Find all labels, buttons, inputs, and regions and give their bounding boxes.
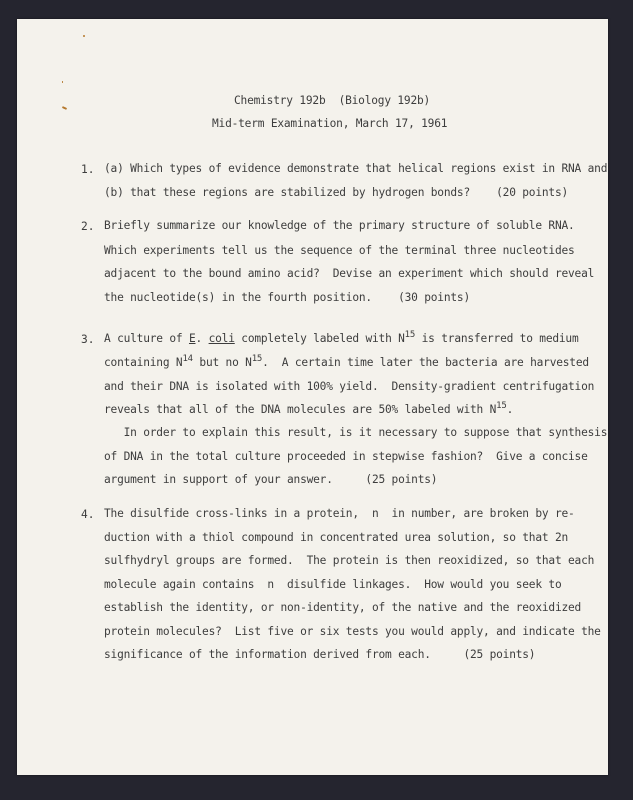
question-3-line: In order to explain this result, is it necessary to suppose that synthesis: [104, 426, 608, 439]
question-3-line: [104, 330, 579, 345]
question-1-line: (b) that these regions are stabilized by hydrogen bonds? (20 points): [104, 186, 569, 199]
question-4-line: sulfhydryl groups are formed. The protein is then reoxidized, so that each: [104, 554, 595, 567]
organism-genus: E: [188, 332, 196, 345]
paper-speck: [62, 81, 63, 83]
text-run: .: [195, 332, 209, 345]
question-2-line: adjacent to the bound amino acid? Devise an experiment which should reveal: [104, 267, 595, 280]
exam-page: [17, 19, 608, 775]
question-3-line: and their DNA is isolated with 100% yield. Density-gradient centrifugation: [104, 380, 595, 393]
exam-title: Mid-term Examination, March 17, 1961: [212, 117, 448, 130]
question-4-line: establish the identity, or non-identity, of the native and the reoxidized: [104, 601, 582, 614]
isotope-superscript: 15: [404, 330, 416, 340]
question-3-line: of DNA in the total culture proceeded in stepwise fashion? Give a concise: [104, 450, 588, 463]
paper-speck: [62, 106, 67, 110]
question-4-line: protein molecules? List five or six tests you would apply, and indicate the: [104, 625, 601, 638]
question-2-line: the nucleotide(s) in the fourth position. (30 points): [104, 291, 470, 304]
question-4-line: The disulfide cross-links in a protein, n in number, are broken by re-: [104, 507, 575, 520]
question-4-line: significance of the information derived from each. (25 points): [104, 648, 536, 661]
question-4-line: molecule again contains n disulfide linkages. How would you seek to: [104, 578, 562, 591]
question-3-line: [104, 354, 589, 369]
text-run: . A certain time later the bacteria are harvested: [262, 356, 589, 369]
question-number: 1.: [81, 163, 95, 176]
question-3-line: [104, 401, 514, 416]
isotope-superscript: 14: [182, 354, 193, 364]
question-4-line: duction with a thiol compound in concentrated urea solution, so that 2n: [104, 531, 569, 544]
text-run: reveals that all of the DNA molecules are 50% labeled with N: [104, 403, 497, 416]
question-3-line: argument in support of your answer. (25 points): [104, 473, 438, 486]
text-run: containing N: [104, 356, 183, 369]
question-2-line: Briefly summarize our knowledge of the primary structure of soluble RNA.: [104, 219, 575, 232]
question-number: 4.: [81, 508, 95, 521]
question-2-line: Which experiments tell us the sequence of the terminal three nucleotides: [104, 244, 575, 257]
isotope-superscript: 15: [496, 401, 507, 411]
text-run: completely labeled with N: [234, 332, 405, 345]
course-title: Chemistry 192b (Biology 192b): [234, 94, 431, 107]
question-number: 3.: [81, 333, 95, 346]
text-run: A culture of: [104, 332, 189, 345]
organism-species: coli: [208, 332, 235, 345]
text-run: is transferred to medium: [415, 332, 579, 345]
paper-speck: [83, 35, 85, 37]
text-run: .: [506, 403, 514, 416]
isotope-superscript: 15: [251, 354, 263, 364]
question-1-line: (a) Which types of evidence demonstrate that helical regions exist in RNA and: [104, 162, 608, 175]
question-number: 2.: [81, 220, 95, 233]
text-run: but no N: [192, 356, 252, 369]
